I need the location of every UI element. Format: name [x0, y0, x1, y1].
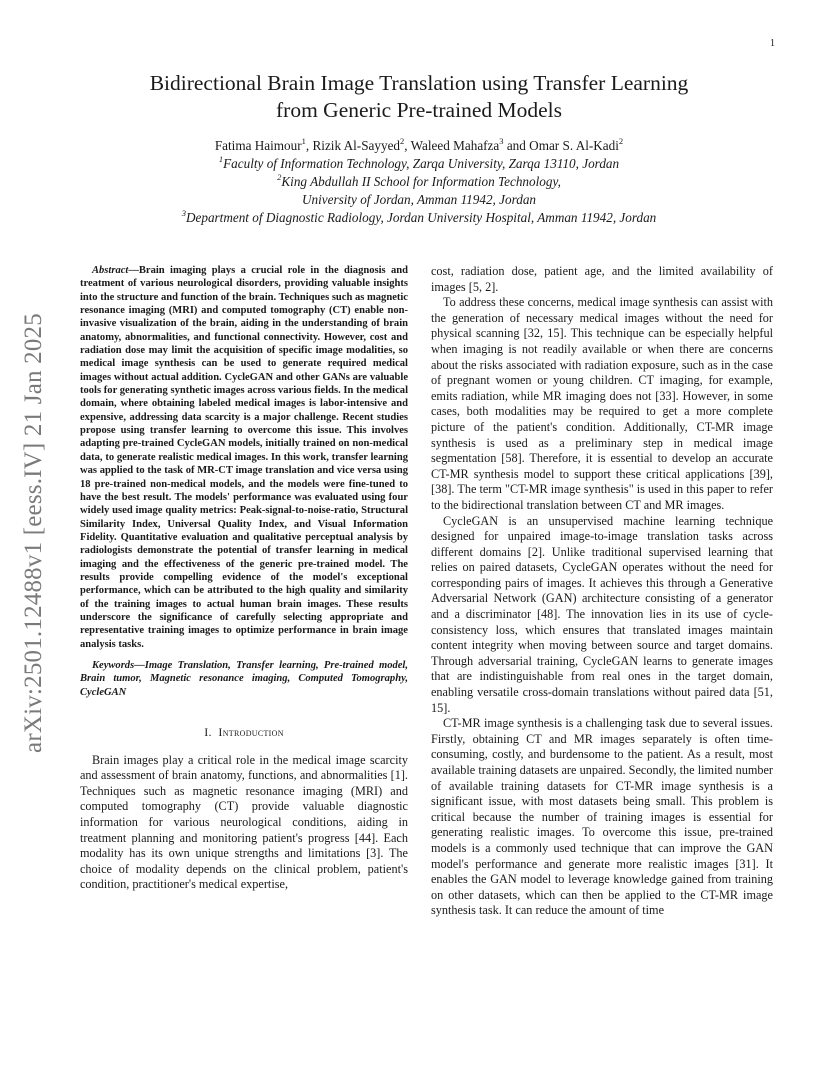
page-number: 1 — [770, 38, 775, 49]
author-list — [60, 137, 778, 227]
intro-paragraph-3: CycleGAN is an unsupervised machine learning technique designed for unpaired image-to-image translation tasks across different domains [2]. Unlike traditional supervised learning that relies on paired datasets, CycleGAN operates without the need for corresponding pairs of images. It achieves this through a Generative Adversarial Network (GAN) architecture consisting of a generator and a discriminator [48]. The innovation lies in its use of cycle-consistency loss, which ensures that translated images maintain content integrity when moving between source and target domains. Through adversarial training, CycleGAN learns to generate images that are indistinguishable from real ones in the target domain, enabling versatile cross-domain translations without paired data [51, 15]. — [431, 513, 773, 715]
affiliation-3-marker: 3 — [181, 208, 186, 218]
affiliation-1-marker: 1 — [218, 154, 224, 164]
author-names — [60, 137, 778, 155]
author-separator: , — [305, 138, 313, 153]
keywords — [80, 659, 408, 699]
keywords-label: Keywords — [92, 659, 135, 671]
author-2-affil: 2 — [400, 136, 405, 146]
affiliation-2-cont — [60, 191, 778, 209]
affiliation-2-marker: 2 — [277, 172, 282, 182]
right-column — [431, 264, 773, 919]
affiliation-2-line-1: King Abdullah II School for Information Technology, — [281, 174, 561, 189]
title-line-2: from Generic Pre-trained Models — [276, 98, 562, 122]
keywords-text: —Image Translation, Transfer learning, Pre-trained model, Brain tumor, Magnetic resonance imaging, Computed Tomography, CycleGAN — [80, 659, 408, 698]
abstract — [80, 264, 408, 651]
title-block — [60, 70, 778, 227]
affiliation-2-line-2: University of Jordan, Amman 11942, Jordan — [301, 192, 537, 207]
abstract-text: —Brain imaging plays a crucial role in the diagnosis and treatment of various neurological disorders, providing valuable insights into the structure and function of the brain. Techniques such as magnetic resonance imaging (MRI) and computed tomography (CT) enable non-invasive visualization of the brain, aiding in the understanding of brain anatomy, abnormalities, and functional connectivity. However, cost and radiation dose may limit the acquisition of specific image modalities, so medical image synthesis can be used to generate required medical images without actual addition. CycleGAN and other GANs are valuable tools for generating synthetic images across various fields. In the medical domain, where obtaining labeled medical images is labor-intensive and expensive, addressing data scarcity is a major challenge. Recent studies propose using transfer learning to overcome this issue. This involves adapting pre-trained CycleGAN models, initially trained on non-medical data, to generate realistic medical images. In this work, transfer learning was applied to the task of MR-CT image translation and vice versa using 18 pre-trained non-medical models, and the models were fine-tuned to have the best result. The models' performance was evaluated using four widely used image quality metrics: Peak-signal-to-noise-ratio, Structural Similarity Index, Universal Quality Index, and Visual Information Fidelity. Quantitative evaluation and qualitative perceptual analysis by radiologists demonstrate the potential of transfer learning in medical imaging and the effectiveness of the generic pre-trained model. The results provide compelling evidence of the model's exceptional performance, which can be attributed to the high quality and similarity of the training images to actual human brain images. These results underscore the significance of carefully selecting appropriate and representative training images to optimize performance in brain image analysis tasks. — [80, 265, 408, 650]
author-2: Rizik Al-Sayyed — [312, 138, 401, 153]
title-line-1: Bidirectional Brain Image Translation using Transfer Learning — [149, 71, 689, 95]
section-number: I. — [204, 725, 212, 739]
author-separator: , — [404, 138, 411, 153]
author-4: Omar S. Al-Kadi — [529, 138, 619, 153]
author-3: Waleed Mahafza — [410, 138, 500, 153]
paper-title — [60, 70, 778, 124]
author-3-affil: 3 — [499, 136, 504, 146]
affiliation-3 — [60, 209, 778, 227]
intro-paragraph-4: CT-MR image synthesis is a challenging task due to several issues. Firstly, obtaining CT and MR images separately is often time-consuming, costly, and burdensome to the patient. As a result, most available training datasets are unpaired. Secondly, the limited number of available training datasets for CT-MR image synthesis is a significant issue, with most datasets being small. This problem is critical because the number of training images is essential for generating realistic images. To overcome this issue, pre-trained models is a commonly used technique that can improve the GAN model's performance and generate more realistic images [31]. It enables the GAN model to leverage knowledge gained from training on other datasets, which can then be applied to the CT-MR image synthesis task. It can reduce the amount of time — [431, 716, 773, 918]
affiliation-1 — [60, 155, 778, 173]
left-column — [80, 264, 408, 893]
abstract-label: Abstract — [92, 265, 129, 276]
intro-paragraph-1-continued: cost, radiation dose, patient age, and the limited availability of images [5, 2]. — [431, 264, 773, 294]
affiliation-2 — [60, 173, 778, 191]
section-title: Introduction — [218, 725, 284, 739]
author-separator: and — [503, 138, 530, 153]
arxiv-identifier-stamp — [14, 288, 54, 778]
arxiv-identifier-text: arXiv:2501.12488v1 [eess.IV] 21 Jan 2025 — [20, 313, 47, 753]
affiliation-3-text: Department of Diagnostic Radiology, Jordan University Hospital, Amman 11942, Jordan — [185, 210, 657, 225]
intro-paragraph-1: Brain images play a critical role in the medical image scarcity and assessment of brain anatomy, functions, and abnormalities [1]. Techniques such as magnetic resonance imaging (MRI) and computed tomography (CT) provide valuable diagnostic information for various neurological conditions, aiding in treatment planning and monitoring patient's progress [44]. Each modality has its own unique strengths and limitations [3]. The choice of modality depends on the clinical problem, patient's condition, practitioner's medical expertise, — [80, 752, 408, 892]
intro-paragraph-2: To address these concerns, medical image synthesis can assist with the generation of necessary medical images without the need for physical scanning [32, 15]. This technique can be especially helpful when imaging is not readily available or when there are concerns about the risks associated with radiation exposure, such as in the case of pregnant women or young children. CT imaging, for example, emits radiation, while MR imaging does not [33]. However, in some cases, both modalities may be required to get a more complete picture of the patient's condition. Additionally, CT-MR image synthesis is used as a preliminary step in medical image segmentation [58]. Therefore, it is essential to develop an accurate CT-MR synthesis model to support these critical applications [39], [38]. The term "CT-MR image synthesis" is used in this paper to refer to the bidirectional translation between CT and MR images. — [431, 295, 773, 512]
author-1-affil: 1 — [301, 136, 306, 146]
affiliation-1-text: Faculty of Information Technology, Zarqa University, Zarqa 13110, Jordan — [223, 156, 620, 171]
section-heading-introduction — [80, 725, 408, 741]
author-1: Fatima Haimour — [214, 138, 302, 153]
author-4-affil: 2 — [618, 136, 624, 146]
